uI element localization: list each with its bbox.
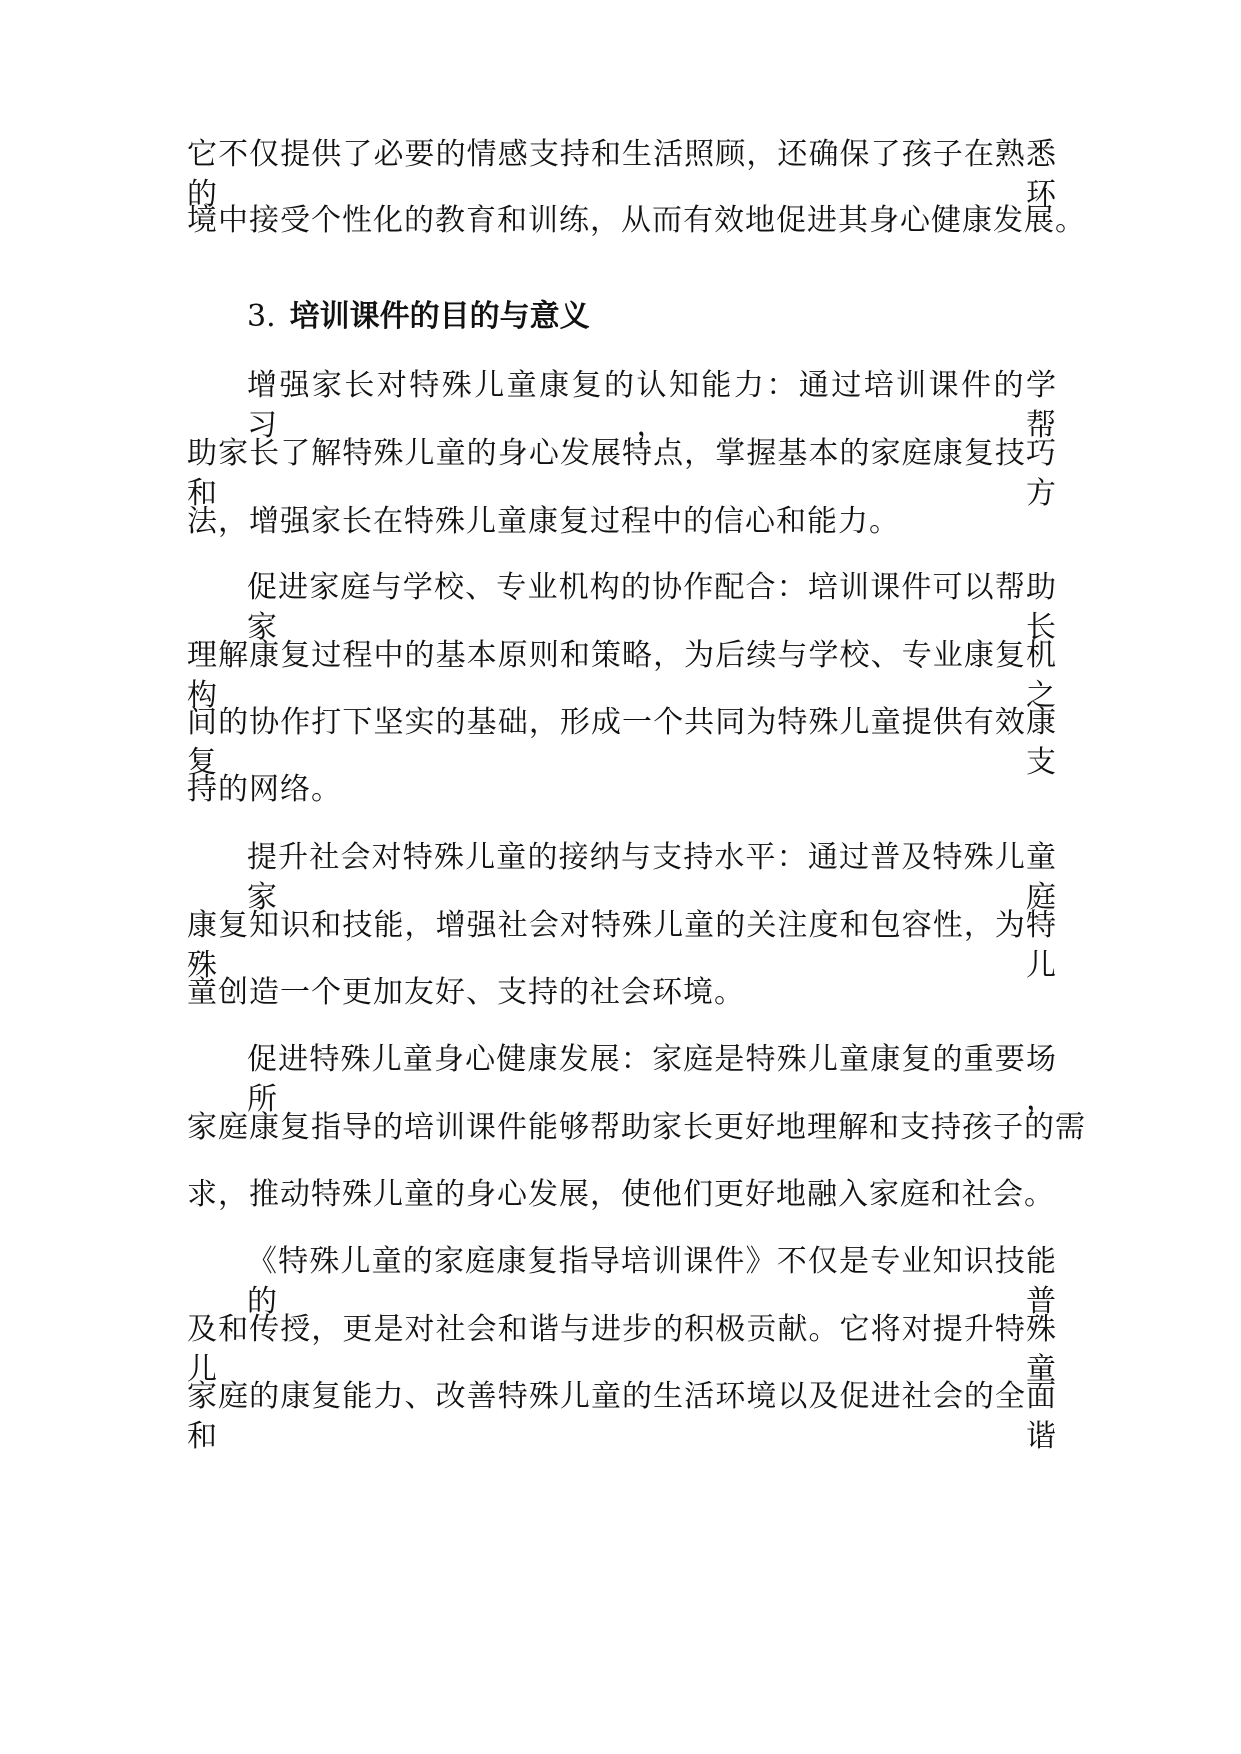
paragraph-2-line-1: 促进家庭与学校、专业机构的协作配合：培训课件可以帮助家长 xyxy=(247,570,1057,645)
intro-line-2: 境中接受个性化的教育和训练，从而有效地促进其身心健康发展。 xyxy=(187,203,1086,238)
section-number: 3. xyxy=(247,299,276,334)
paragraph-2-line-3: 间的协作打下坚实的基础，形成一个共同为特殊儿童提供有效康复支 xyxy=(187,705,1057,780)
paragraph-1-line-1: 增强家长对特殊儿童康复的认知能力：通过培训课件的学习，帮 xyxy=(247,368,1057,443)
section-heading xyxy=(247,297,590,337)
paragraph-4-line-2: 家庭康复指导的培训课件能够帮助家长更好地理解和支持孩子的需 xyxy=(187,1110,1086,1145)
paragraph-1-line-3: 法，增强家长在特殊儿童康复过程中的信心和能力。 xyxy=(187,504,900,539)
paragraph-4-line-3: 求，推动特殊儿童的身心发展，使他们更好地融入家庭和社会。 xyxy=(187,1177,1055,1212)
paragraph-3-line-1: 提升社会对特殊儿童的接纳与支持水平：通过普及特殊儿童家庭 xyxy=(247,840,1057,915)
intro-line-1: 它不仅提供了必要的情感支持和生活照顾，还确保了孩子在熟悉的环 xyxy=(187,137,1057,212)
paragraph-1-line-2: 助家长了解特殊儿童的身心发展特点，掌握基本的家庭康复技巧和方 xyxy=(187,436,1057,511)
paragraph-2-line-4: 持的网络。 xyxy=(187,772,342,807)
section-title: 培训课件的目的与意义 xyxy=(289,299,590,334)
paragraph-3-line-2: 康复知识和技能，增强社会对特殊儿童的关注度和包容性，为特殊儿 xyxy=(187,908,1057,983)
paragraph-5-line-1: 《特殊儿童的家庭康复指导培训课件》不仅是专业知识技能的普 xyxy=(247,1244,1057,1319)
paragraph-4-line-1: 促进特殊儿童身心健康发展：家庭是特殊儿童康复的重要场所， xyxy=(247,1042,1057,1117)
paragraph-5-line-3: 家庭的康复能力、改善特殊儿童的生活环境以及促进社会的全面和谐 xyxy=(187,1379,1057,1454)
paragraph-5-line-2: 及和传授，更是对社会和谐与进步的积极贡献。它将对提升特殊儿童 xyxy=(187,1312,1057,1387)
paragraph-3-line-3: 童创造一个更加友好、支持的社会环境。 xyxy=(187,975,745,1010)
paragraph-2-line-2: 理解康复过程中的基本原则和策略，为后续与学校、专业康复机构之 xyxy=(187,638,1057,713)
